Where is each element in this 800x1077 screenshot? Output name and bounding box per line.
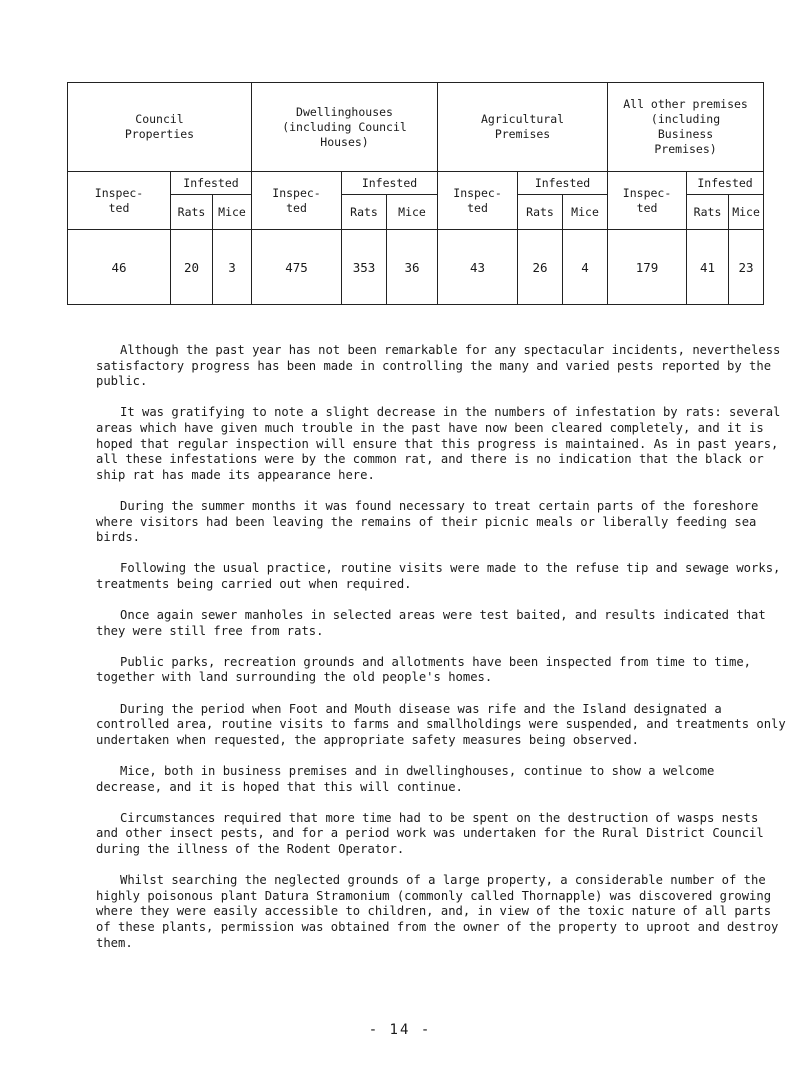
rats-header: Rats <box>342 195 387 230</box>
dwellinghouses-rats-value: 353 <box>342 230 387 305</box>
inspected-header: Inspec- ted <box>252 172 342 230</box>
group-header-row <box>68 83 764 172</box>
group-header-agricultural: Agricultural Premises <box>438 83 608 172</box>
infested-header: Infested <box>171 172 252 195</box>
inspected-header: Inspec- ted <box>608 172 687 230</box>
mice-header: Mice <box>563 195 608 230</box>
paragraph-incidents: Although the past year has not been remarkable for any spectacular incidents, nevertheless satisfactory progress has been made in controlling the many and varied pests reported by the public. <box>96 343 781 389</box>
rats-header: Rats <box>171 195 213 230</box>
sub-header-row <box>68 172 764 195</box>
paragraph-sewer-manholes: Once again sewer manholes in selected areas were test baited, and results indicated that they were still free from rats. <box>96 608 766 638</box>
agricultural-inspected-value: 43 <box>438 230 518 305</box>
other-premises-inspected-value: 179 <box>608 230 687 305</box>
paragraph-thornapple: Whilst searching the neglected grounds of a large property, a considerable number of the highly poisonous plant Datura Stramonium (commonly called Thornapple) was discovered growing where they were easily accessible to children, and, in view of the toxic nature of all parts of these plants, permission was obtained from the owner of the property to uproot and destroy them. <box>96 873 779 950</box>
paragraph-mice: Mice, both in business premises and in dwellinghouses, continue to show a welcome decrease, and it is hoped that this will continue. <box>96 764 715 794</box>
page-number: - 14 - <box>368 1022 432 1038</box>
paragraph-refuse-tip: Following the usual practice, routine visits were made to the refuse tip and sewage works, treatments being carried out when required. <box>96 561 781 591</box>
mice-header: Mice <box>213 195 252 230</box>
agricultural-rats-value: 26 <box>518 230 563 305</box>
infested-header: Infested <box>518 172 608 195</box>
infested-header: Infested <box>687 172 764 195</box>
rats-header: Rats <box>518 195 563 230</box>
values-row <box>68 230 764 305</box>
paragraph-rat-infestation: It was gratifying to note a slight decrease in the numbers of infestation by rats: several areas which have given much trouble in the past have now been cleared completely, and it is hoped that regular inspection will ensure that this progress is maintained. As in past years, all these infestations were by the common rat, and there is no indication that the black or ship rat has made its appearance here. <box>96 405 781 482</box>
rats-header: Rats <box>687 195 729 230</box>
paragraph-public-parks: Public parks, recreation grounds and allotments have been inspected from time to time, together with land surrounding the old people's homes. <box>96 654 752 685</box>
rodent-control-table <box>67 82 764 305</box>
group-header-dwellinghouses: Dwellinghouses (including Council Houses) <box>252 83 438 172</box>
inspected-header: Inspec- ted <box>68 172 171 230</box>
paragraph-foot-and-mouth: During the period when Foot and Mouth disease was rife and the Island designated a controlled area, routine visits to farms and smallholdings were suspended, and treatments only undertaken when requested, the appropriate safety measures being observed. <box>96 701 786 747</box>
council-mice-value: 3 <box>213 230 252 305</box>
agricultural-mice-value: 4 <box>563 230 608 305</box>
report-body <box>96 343 786 967</box>
paragraph-wasps: Circumstances required that more time had to be spent on the destruction of wasps nests and other insect pests, and for a period work was undertaken for the Rural District Council during the illness of the Rodent Operator. <box>96 810 764 856</box>
dwellinghouses-mice-value: 36 <box>387 230 438 305</box>
dwellinghouses-inspected-value: 475 <box>252 230 342 305</box>
mice-header: Mice <box>387 195 438 230</box>
group-header-other-premises: All other premises (including Business Premises) <box>608 83 764 172</box>
council-inspected-value: 46 <box>68 230 171 305</box>
other-premises-rats-value: 41 <box>687 230 729 305</box>
inspected-header: Inspec- ted <box>438 172 518 230</box>
other-premises-mice-value: 23 <box>729 230 764 305</box>
group-header-council: Council Properties <box>68 83 252 172</box>
council-rats-value: 20 <box>171 230 213 305</box>
infested-header: Infested <box>342 172 438 195</box>
paragraph-foreshore: During the summer months it was found necessary to treat certain parts of the foreshore where visitors had been leaving the remains of their picnic meals or liberally feeding sea birds. <box>96 498 759 545</box>
mice-header: Mice <box>729 195 764 230</box>
